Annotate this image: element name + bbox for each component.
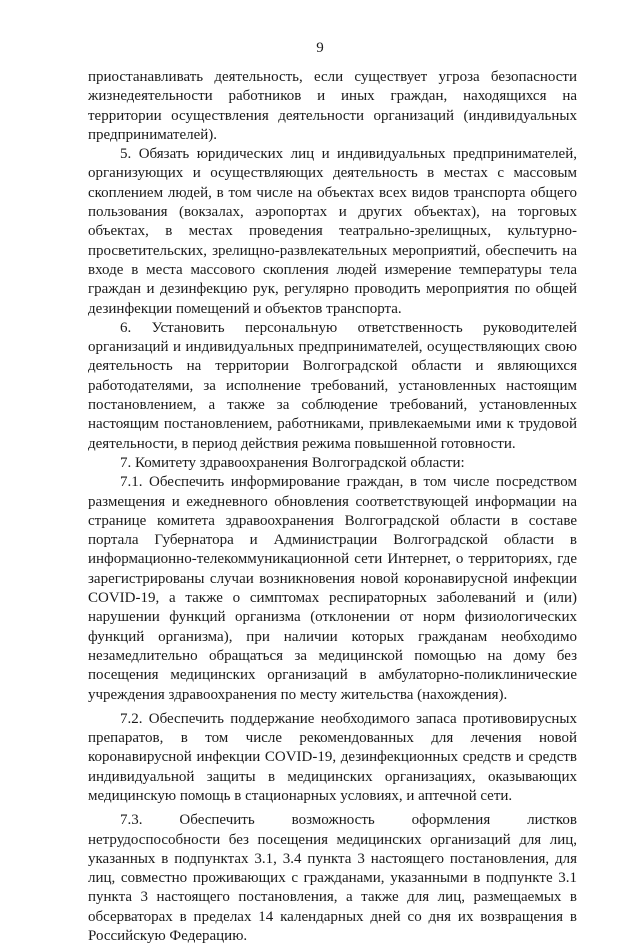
- paragraph-item-7: 7. Комитету здравоохранения Волгоградской области:: [120, 454, 465, 471]
- paragraph-continuation: приостанавливать деятельность, если существует угроза безопасности жизнедеятельности работников и иных граждан, находящихся на территории осуществления деятельности организаций (индивидуальных предпринимателей).: [88, 69, 577, 143]
- paragraph-item-7-3: 7.3. Обеспечить возможность оформления листков нетрудоспособности без посещения медицинских организаций для лиц, указанных в подпунктах 3.1, 3.4 пункта 3 настоящего постановления, для лиц, совместно проживающих с гражданами, указанными в подпункте 3.1 пункта 3 настоящего постановления, а также для лиц, размещаемых в обсерваторах в пределах 14 календарных дней со дня их возвращения в Российскую Федерацию.: [88, 812, 577, 945]
- page-number: 9: [316, 40, 324, 56]
- paragraph-item-7-2: 7.2. Обеспечить поддержание необходимого запаса противовирусных препаратов, в том числе рекомендованных для лечения новой коронавирусной инфекции COVID-19, дезинфекционных средств и средств индивидуальной защиты в медицинских организациях, оказывающих медицинскую помощь в стационарных условиях, и аптечной сети.: [88, 710, 577, 804]
- paragraph-item-6: 6. Установить персональную ответственность руководителей организаций и индивидуальных предпринимателей, осуществляющих свою деятельность на территории Волгоградской области и являющихся работодателями, за исполнение требований, установленных настоящим постановлением, а также за соблюдение требований, установленных настоящим постановлением, работниками, привлекаемыми ими к трудовой деятельности, в период действия режима повышенной готовности.: [88, 319, 577, 452]
- paragraph-item-5: 5. Обязать юридических лиц и индивидуальных предпринимателей, организующих и осуществляющих деятельность в местах с массовым скоплением людей, в том числе на объектах всех видов транспорта общего пользования (вокзалах, аэропортах и других объектах), на торговых объектах, в местах проведения театрально-зрелищных, культурно-просветительских, зрелищно-развлекательных мероприятий, обеспечить на входе в места массового скопления людей измерение температуры тела граждан и дезинфекцию рук, регулярно проводить мероприятия по общей дезинфекции помещений и объектов транспорта.: [88, 146, 577, 317]
- paragraph-item-7-1: 7.1. Обеспечить информирование граждан, в том числе посредством размещения и ежедневного обновления соответствующей информации на странице комитета здравоохранения Волгоградской области в составе портала Губернатора и Администрации Волгоградской области в информационно-телекоммуникационной сети Интернет, о территориях, где зарегистрированы случаи возникновения новой коронавирусной инфекции COVID-19, а также о симптомах респираторных заболеваний и (или) нарушении функций организма (отклонении от норм физиологических функций организма), при наличии которых гражданам необходимо незамедлительно обращаться за медицинской помощью на дому без посещения медицинских организаций в амбулаторно-поликлинические учреждения здравоохранения по месту жительства (нахождения).: [88, 474, 577, 703]
- document-body: [88, 68, 577, 946]
